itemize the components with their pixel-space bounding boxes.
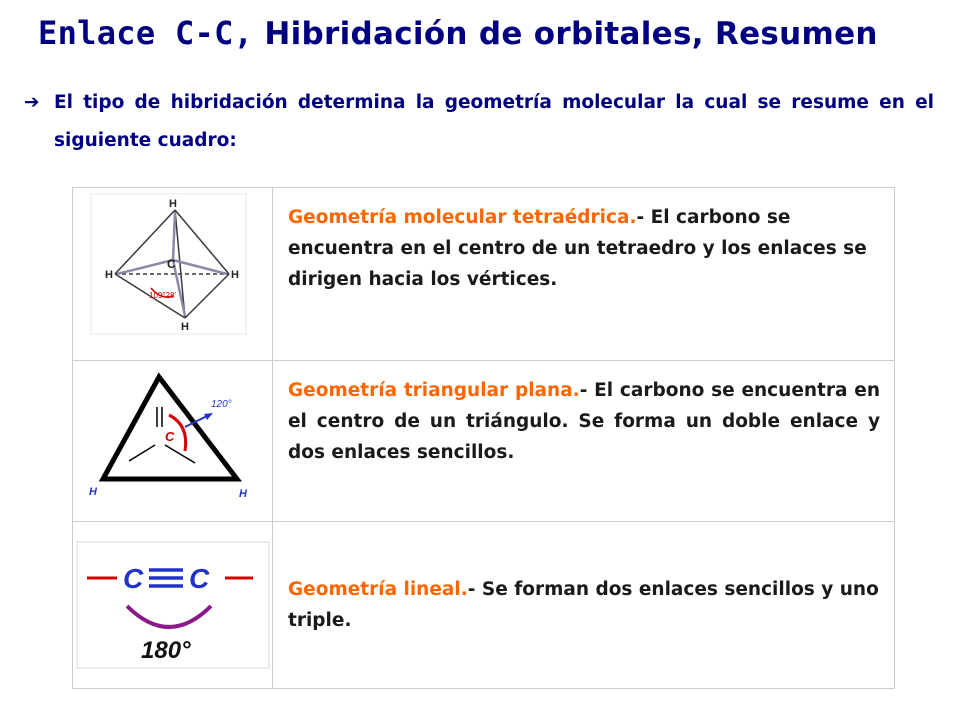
linear-text: - Se forman dos enlaces sencillos y uno triple. <box>288 579 879 631</box>
atom-c-center: C <box>165 429 175 444</box>
tetrahedral-text: - El carbono se encuentra en el centro de un tetraedro y los enlaces se dirigen hacia los vértices. <box>288 207 867 290</box>
table-row <box>73 361 895 522</box>
atom-c-left: C <box>123 563 144 594</box>
tetrahedral-description <box>273 188 895 361</box>
tetrahedral-label: Geometría molecular tetraédrica. <box>288 207 637 228</box>
atom-c-right: C <box>189 563 210 594</box>
atom-h-left: H <box>105 269 113 281</box>
geometry-table <box>72 187 895 689</box>
linear-description <box>273 522 895 689</box>
atom-h-right: H <box>239 488 247 500</box>
trigonal-description <box>273 361 895 522</box>
atom-h-left: H <box>89 486 97 498</box>
trigonal-text: - El carbono se encuentra en el centro de un triángulo. Se forma un doble enlace y dos enlaces sencillos. <box>288 380 880 463</box>
atom-h-bottom: H <box>181 321 189 333</box>
angle-label: 180° <box>141 637 191 664</box>
trigonal-label: Geometría triangular plana. <box>288 380 580 401</box>
arrow-right-icon: ➔ <box>24 92 40 113</box>
intro-bullet <box>24 84 936 160</box>
table-row <box>73 188 895 361</box>
angle-label: 120° <box>211 399 232 410</box>
table-row <box>73 522 895 689</box>
atom-c-center: C <box>167 257 176 271</box>
title-bold: Enlace C-C, <box>38 14 254 52</box>
trigonal-diagram <box>73 361 272 507</box>
trigonal-image-cell <box>73 361 273 522</box>
intro-text: El tipo de hibridación determina la geometría molecular la cual se resume en el siguiente cuadro: <box>54 92 934 151</box>
atom-h-top: H <box>169 198 177 210</box>
linear-diagram <box>73 522 272 688</box>
linear-image-cell <box>73 522 273 689</box>
tetrahedral-diagram <box>73 188 272 346</box>
atom-h-right: H <box>231 269 239 281</box>
linear-label: Geometría lineal. <box>288 579 468 600</box>
title-rest: Hibridación de orbitales, Resumen <box>264 16 878 52</box>
tetrahedral-image-cell <box>73 188 273 361</box>
angle-label: 109°28' <box>149 291 176 300</box>
page-title <box>38 14 878 52</box>
